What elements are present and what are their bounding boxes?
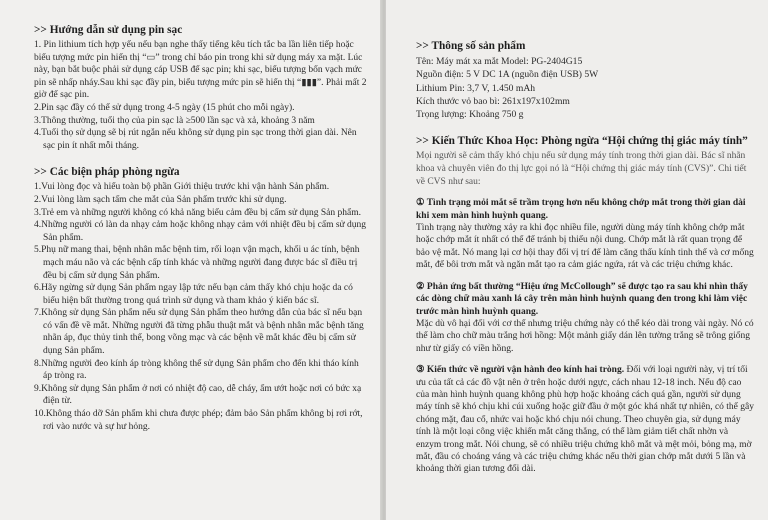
precaution-item-9: 9.Không sử dụng Sản phẩm ở nơi có nhiệt độ cao, dễ cháy, ẩm ướt hoặc nơi có bức xạ điện từ. (34, 383, 362, 407)
knowledge-point-1-heading: ① Tình trạng mỏi mắt sẽ trầm trọng hơn nếu không chớp mắt trong thời gian dài khi xem màn hình huỳnh quang. (416, 198, 746, 221)
knowledge-point-3-body: Đối với loại người này, vị trí tối ưu của tất cả các đồ vật nên ở trên hoặc dưới ngực, cách nhau 12-18 inch. Nếu độ cao của màn hình huỳnh quang không phù hợp hoặc khoảng cách quá gần, người sử dụng máy tính sẽ khó chịu khi cúi xuống hoặc giữ đầu ở một góc khá nhất tự nhiên, có thể gây chóng mặt, đau cổ, nhức vai hoặc khó chịu nói chung. Theo chuyên gia, sử dụng máy tính là một loại công việc khiến mắt căng thẳng, có thể làm giảm tiết chất nhờn và enzym trong mắt. Nói chung, sẽ có nhiều triệu chứng khô mắt và mệt mỏi, bỏng mạ, mờ mắt, đầu có choáng váng và các triệu chứng khác nếu thời gian chớp mắt dưới 5 lần và khoảng thời gian tương đối dài. (416, 365, 754, 475)
knowledge-point-2-body: Mặc dù vô hại đối với cơ thể nhưng triệu chứng này có thể kéo dài trong vài ngày. Nó có thể làm cho chữ màu trắng hơi hồng: Một mảnh giấy dán lên tường trắng sẽ trông giống như từ giấy có viền hồng. (416, 318, 754, 354)
spec-power: Nguồn điện: 5 V DC 1A (nguồn điện USB) 5W (416, 69, 599, 81)
knowledge-intro: Mọi người sẽ cảm thấy khó chịu nếu sử dụng máy tính trong thời gian dài. Bác sĩ nhãn khoa và chuyên viên đo thị lực gọi nó là “Hội chứng thị giác máy tính (CVS)”. Chi tiết về CVS như sau: (416, 151, 747, 187)
precaution-item-10: 10.Không tháo dỡ Sản phẩm khi chưa được phép; đảm bảo Sản phẩm không bị rơi rớt, rơi vào nước và sự hư hỏng. (34, 409, 363, 432)
precaution-item-7: 7.Không sử dụng Sản phẩm nếu sử dụng Sản phẩm theo hướng dẫn của bác sĩ nếu bạn có vấn đề về mắt. Những người đã từng phẫu thuật mắt và bệnh nhân mắc bệnh tăng nhãn áp, đục thủy tinh thể, bong võng mạc và các bệnh về mắt khác đều bị cấm sử dụng Sản phẩm. (34, 308, 364, 357)
knowledge-point-2 (416, 281, 754, 355)
right-page (386, 0, 768, 520)
spec-package-size: Kích thước vỏ bao bì: 261x197x102mm (416, 95, 570, 107)
precaution-item-3: 3.Trẻ em và những người không có khả năng biểu cảm đều bị cấm sử dụng Sản phẩm. (34, 207, 361, 218)
knowledge-point-2-heading: ② Phản ứng bất thường “Hiệu ứng McCollough” sẽ được tạo ra sau khi nhìn thấy các dòng chữ màu xanh lá cây trên màn hình huỳnh quang đen trong khi làm việc trước màn hình huỳnh quang. (416, 281, 748, 317)
knowledge-point-3-heading: ③ Kiến thức về người vận hành đeo kính hai tròng. (416, 365, 625, 376)
left-page (0, 0, 382, 520)
precautions-title: >> Các biện pháp phòng ngừa (34, 166, 180, 179)
battery-item-4: 4.Tuổi thọ sử dụng sẽ bị rút ngắn nếu không sử dụng pin sạc trong thời gian dài. Nên sạc pin ít nhất mỗi tháng. (34, 128, 357, 151)
precaution-item-6: 6.Hãy ngừng sử dụng Sản phẩm ngay lập tức nếu bạn cảm thấy khó chịu hoặc da có biểu hiện bất thường trong quá trình sử dụng và tham khảo ý kiến bác sĩ. (34, 283, 353, 306)
knowledge-title: >> Kiến Thức Khoa Học: Phòng ngừa “Hội chứng thị giác máy tính” (416, 135, 748, 148)
battery-instructions-title: >> Hướng dẫn sử dụng pin sạc (34, 24, 183, 36)
spec-name-model: Tên: Máy mát xa mắt Model: PG-2404G15 (416, 56, 583, 67)
knowledge-point-3 (416, 364, 754, 476)
precaution-item-1: 1.Vui lòng đọc và hiểu toàn bộ phần Giới thiệu trước khi vận hành Sản phẩm. (34, 182, 330, 193)
knowledge-point-1-body: Tình trạng này thường xảy ra khi đọc nhiều file, người dùng máy tính không chớp mắt hoặc chớp mắt ít nhất có thể để tránh bị thiếu nội dung. Chớp mắt là rất quan trọng để bảo vệ mắt. Nó mang lại cơ hội thay đổi vị trí để làm căng thấu kính tinh thể và cơ mống mắt, để bôi trơn mắt và ngăn mắt tạo ra cảm giác ngứa, rát và các triệu chứng khác. (416, 223, 754, 271)
precaution-item-4: 4.Những người có làn da nhạy cảm hoặc không nhạy cảm với nhiệt đều bị cấm sử dụng Sản phẩm. (34, 220, 367, 243)
spec-weight: Trọng lượng: Khoảng 750 g (416, 109, 524, 121)
battery-item-2: 2.Pin sạc đầy có thể sử dụng trong 4-5 ngày (15 phút cho mỗi ngày). (34, 102, 295, 113)
specs-title: >> Thông số sản phẩm (416, 40, 526, 52)
precaution-item-2: 2.Vui lòng làm sạch tấm che mắt của Sản phẩm trước khi sử dụng. (34, 194, 287, 205)
battery-item-1: 1. Pin lithium tích hợp yếu nếu bạn nghe thấy tiếng kêu tích tắc ba lần liên tiếp hoặc biểu tượng mức pin hiển thị “▭” trong chỉ báo pin trong khi sử dụng máy xa mặt. Lúc này, bạn bắt buộc phải sử dụng cáp USB để sạc pin; khi sạc, biểu tượng bốn vạch mức pin sẽ nhấp nháy.Sau khi sạc đầy pin, biểu tượng mức pin sẽ hiển thị “▮▮▮”. Phải mất 2 giờ để sạc pin. (34, 40, 367, 101)
spec-battery: Lithium Pin: 3,7 V, 1.450 mAh (416, 82, 536, 94)
knowledge-point-1 (416, 197, 754, 271)
battery-item-3: 3.Thông thường, tuổi thọ của pin sạc là ≥500 lần sạc và xả, khoảng 3 năm (34, 115, 315, 126)
precaution-item-8: 8.Những người đeo kính áp tròng không thể sử dụng Sản phẩm cho đến khi tháo kính áp tròng ra. (34, 358, 359, 382)
precaution-item-5: 5.Phụ nữ mang thai, bệnh nhân mắc bệnh tim, rối loạn vận mạch, khối u ác tính, bệnh mạch máu não và các bệnh cấp tính khác và những người đang được bác sĩ điều trị đều bị cấm sử dụng Sản phẩm. (34, 245, 360, 281)
